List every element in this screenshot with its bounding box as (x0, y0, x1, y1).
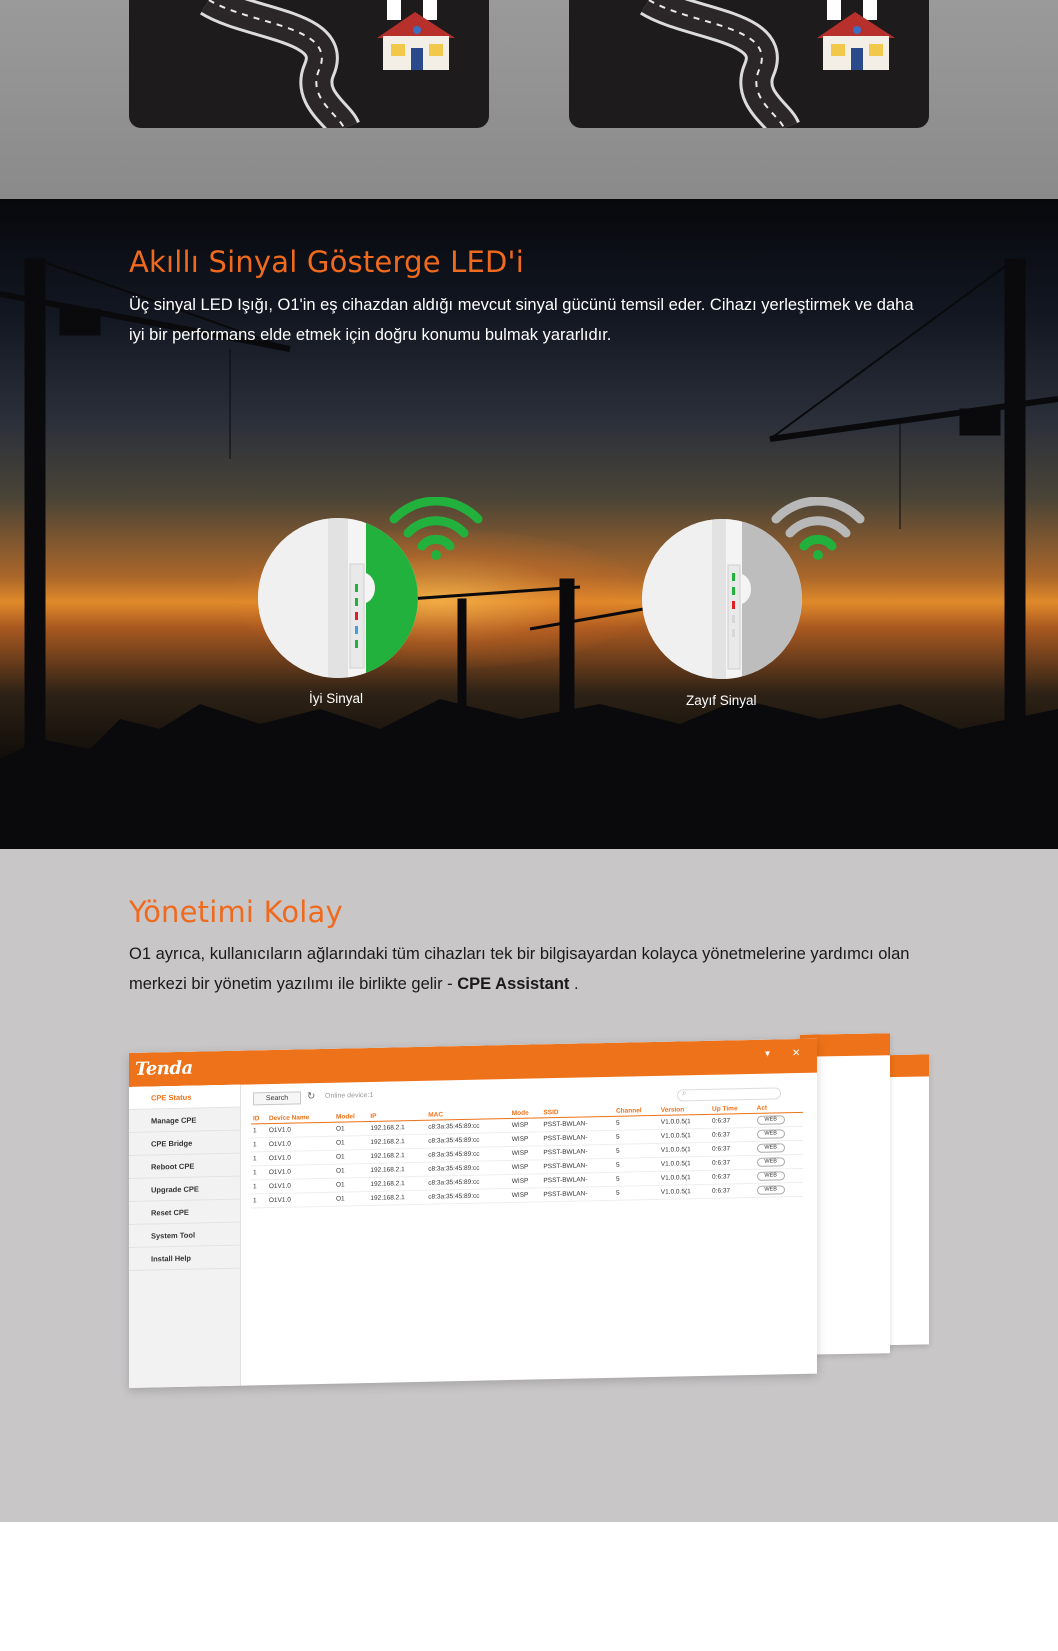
table-cell: O1 (334, 1121, 368, 1136)
table-cell: c8:3a:35:45:89:cc (426, 1147, 510, 1163)
tenda-logo: Tenda (135, 1057, 193, 1080)
table-cell: c8:3a:35:45:89:cc (426, 1189, 510, 1205)
top-illustration-band (0, 0, 1058, 199)
signal-section-description: Üç sinyal LED Işığı, O1'in eş cihazdan aldığı mevcut sinyal gücünü temsil eder. Cihazı yerleştirmek ve daha iyi bir performans elde etmek için doğru konumu bulmak yararlıdır. (129, 296, 914, 344)
good-signal-label: İyi Sinyal (309, 691, 364, 706)
road-house-illustration-right (569, 0, 929, 128)
sidebar-item-cpe-bridge[interactable]: CPE Bridge (129, 1131, 240, 1156)
table-cell: c8:3a:35:45:89:cc (426, 1119, 510, 1135)
table-cell: 1 (251, 1124, 267, 1138)
road-house-illustration-left (129, 0, 489, 128)
column-header[interactable]: Act (755, 1103, 803, 1114)
cpe-assistant-name: CPE Assistant (457, 975, 570, 993)
table-cell: 5 (614, 1171, 659, 1186)
column-header[interactable]: Device Name (267, 1113, 334, 1124)
search-icon: ⌕ (682, 1088, 687, 1098)
signal-led-section (0, 199, 1058, 849)
table-cell: V1.0.0.5(1 (659, 1170, 710, 1185)
device-table (251, 1103, 803, 1209)
web-button[interactable]: WEB (757, 1171, 785, 1181)
table-cell: 0:6:37 (710, 1127, 755, 1142)
column-header[interactable]: Mode (510, 1108, 542, 1118)
table-cell: O1 (334, 1135, 368, 1150)
weak-signal-label: Zayıf Sinyal (686, 693, 757, 708)
web-button[interactable]: WEB (757, 1129, 785, 1139)
sidebar-item-reset-cpe[interactable]: Reset CPE (129, 1200, 240, 1225)
table-cell: 192.168.2.1 (368, 1162, 426, 1177)
cpe-assistant-window (129, 1039, 817, 1388)
table-cell: O1 (334, 1177, 368, 1192)
sidebar-item-cpe-status[interactable]: CPE Status (129, 1085, 240, 1110)
refresh-icon[interactable]: ↻ (307, 1091, 316, 1103)
table-cell: 0:6:37 (710, 1169, 755, 1184)
table-cell: c8:3a:35:45:89:cc (426, 1175, 510, 1191)
table-cell: PSST-BWLAN- (541, 1144, 614, 1160)
table-cell: c8:3a:35:45:89:cc (426, 1161, 510, 1177)
web-button[interactable]: WEB (757, 1143, 785, 1153)
road-icon (129, 0, 489, 128)
table-cell (755, 1182, 803, 1197)
wifi-strong-icon (388, 497, 484, 561)
filter-search-input[interactable] (677, 1087, 781, 1101)
table-cell: O1V1.0 (267, 1178, 334, 1193)
minimize-icon[interactable]: ▾ (765, 1048, 771, 1060)
column-header[interactable]: Model (334, 1112, 368, 1122)
table-cell: 1 (251, 1152, 267, 1166)
column-header[interactable]: Up Time (710, 1104, 755, 1114)
table-cell: 1 (251, 1166, 267, 1180)
house-icon (817, 0, 895, 70)
table-cell: 5 (614, 1143, 659, 1158)
table-cell: PSST-BWLAN- (541, 1158, 614, 1174)
table-cell: 1 (251, 1194, 267, 1208)
sidebar-item-upgrade-cpe[interactable]: Upgrade CPE (129, 1177, 240, 1202)
table-cell: WISP (510, 1160, 542, 1175)
table-cell: 5 (614, 1157, 659, 1172)
sidebar-item-system-tool[interactable]: System Tool (129, 1223, 240, 1248)
sidebar-item-reboot-cpe[interactable]: Reboot CPE (129, 1154, 240, 1179)
wifi-weak-icon (770, 497, 866, 561)
table-cell: WISP (510, 1132, 542, 1147)
table-cell: 0:6:37 (710, 1155, 755, 1170)
road-icon (569, 0, 929, 128)
table-cell: 5 (614, 1129, 659, 1144)
table-cell: O1V1.0 (267, 1122, 334, 1137)
table-cell: 1 (251, 1138, 267, 1152)
web-button[interactable]: WEB (757, 1185, 785, 1195)
table-cell: O1V1.0 (267, 1136, 334, 1151)
table-cell: PSST-BWLAN- (541, 1116, 614, 1132)
table-cell (755, 1112, 803, 1127)
page-bottom-blank (0, 1522, 1058, 1651)
table-cell: O1V1.0 (267, 1164, 334, 1179)
table-cell: WISP (510, 1188, 542, 1203)
management-text-end: . (569, 975, 579, 993)
table-cell: O1 (334, 1191, 368, 1206)
app-main-panel (241, 1073, 817, 1386)
signal-section-title: Akıllı Sinyal Gösterge LED'i (129, 245, 524, 279)
web-button[interactable]: WEB (757, 1115, 785, 1125)
table-cell: 1 (251, 1180, 267, 1194)
column-header[interactable]: Version (659, 1105, 710, 1116)
column-header[interactable]: Channel (614, 1106, 659, 1116)
table-cell: c8:3a:35:45:89:cc (426, 1133, 510, 1149)
table-cell: V1.0.0.5(1 (659, 1114, 710, 1129)
sidebar-item-manage-cpe[interactable]: Manage CPE (129, 1108, 240, 1133)
app-sidebar (129, 1085, 241, 1388)
table-cell: O1 (334, 1163, 368, 1178)
table-cell: 192.168.2.1 (368, 1148, 426, 1163)
table-cell: PSST-BWLAN- (541, 1172, 614, 1188)
table-cell: 5 (614, 1115, 659, 1130)
table-cell: V1.0.0.5(1 (659, 1156, 710, 1171)
table-cell (755, 1126, 803, 1141)
table-cell: 192.168.2.1 (368, 1176, 426, 1191)
table-cell: V1.0.0.5(1 (659, 1184, 710, 1199)
table-cell: 192.168.2.1 (368, 1190, 426, 1205)
table-cell: 192.168.2.1 (368, 1134, 426, 1149)
table-cell: O1V1.0 (267, 1192, 334, 1207)
table-cell: 5 (614, 1185, 659, 1200)
table-cell (755, 1168, 803, 1183)
table-cell: WISP (510, 1118, 542, 1133)
management-text-intro: O1 ayrıca, kullanıcıların ağlarındaki tüm cihazları tek bir bilgisayardan kolayca yönetmelerine yardımcı olan merkezi bir yönetim yazılımı ile birlikte gelir - (129, 945, 910, 993)
device-table-body (251, 1112, 803, 1208)
table-cell: V1.0.0.5(1 (659, 1142, 710, 1157)
online-device-count: Online device:1 (325, 1091, 374, 1100)
table-cell: O1V1.0 (267, 1150, 334, 1165)
table-cell: WISP (510, 1174, 542, 1189)
table-cell: O1 (334, 1149, 368, 1164)
table-cell: PSST-BWLAN- (541, 1130, 614, 1146)
table-cell: 0:6:37 (710, 1141, 755, 1156)
web-button[interactable]: WEB (757, 1157, 785, 1167)
column-header[interactable]: MAC (426, 1109, 510, 1120)
column-header[interactable]: ID (251, 1114, 267, 1124)
management-section-description (129, 939, 949, 999)
table-cell (755, 1140, 803, 1155)
management-section-title: Yönetimi Kolay (129, 895, 343, 929)
table-cell: V1.0.0.5(1 (659, 1128, 710, 1143)
sidebar-item-install-help[interactable]: Install Help (129, 1246, 240, 1271)
table-cell: 0:6:37 (710, 1183, 755, 1198)
column-header[interactable]: SSID (541, 1107, 614, 1118)
table-cell (755, 1154, 803, 1169)
house-icon (377, 0, 455, 70)
column-header[interactable]: IP (368, 1111, 426, 1122)
close-icon[interactable]: ✕ (792, 1047, 801, 1060)
table-cell: 0:6:37 (710, 1113, 755, 1128)
table-cell: 192.168.2.1 (368, 1120, 426, 1135)
table-cell: WISP (510, 1146, 542, 1161)
table-cell: PSST-BWLAN- (541, 1186, 614, 1202)
search-button[interactable]: Search (253, 1091, 301, 1105)
